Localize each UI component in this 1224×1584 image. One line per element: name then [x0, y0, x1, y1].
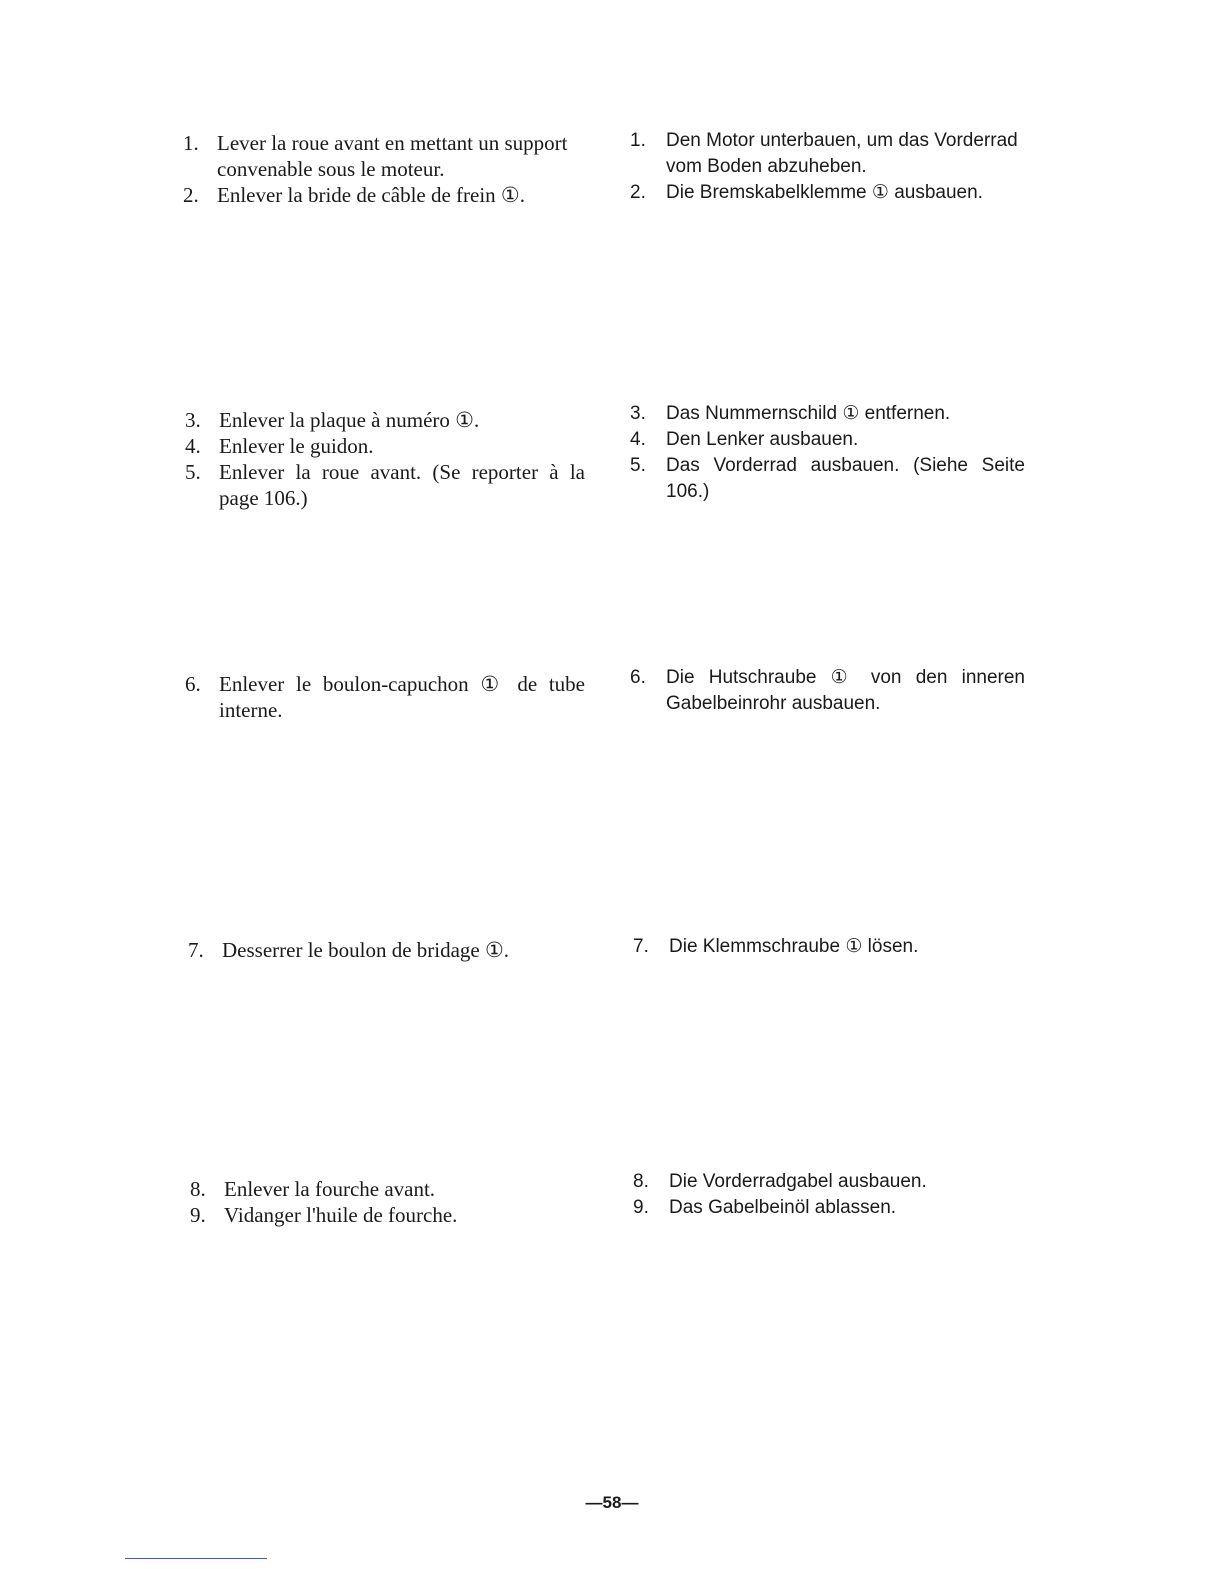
step-item [630, 453, 1025, 505]
step-text: Das Gabelbeinöl ablassen. [669, 1197, 897, 1218]
step-number: 8. [633, 1171, 649, 1192]
step-text: Die Hutschraube ① von den inneren Gabelbeinrohr ausbauen. [666, 667, 1025, 714]
step-number: 7. [188, 938, 204, 962]
page-number: —58— [585, 1493, 639, 1512]
step-number: 9. [190, 1203, 206, 1227]
step-number: 4. [630, 429, 646, 450]
step-item [190, 1202, 590, 1228]
step-text: Enlever la bride de câble de frein ①. [217, 183, 526, 207]
step-text: Enlever la roue avant. (Se reporter à la page 106.) [219, 460, 585, 510]
step-item [185, 407, 585, 433]
step-text: Lever la roue avant en mettant un support convenable sous le moteur. [217, 131, 568, 181]
step-text: Enlever la fourche avant. [224, 1177, 436, 1201]
step-number: 2. [183, 183, 199, 207]
step-item [190, 1176, 590, 1202]
step-number: 1. [630, 130, 646, 151]
step-item [183, 130, 583, 182]
step-number: 4. [185, 434, 201, 458]
step-text: Das Vorderrad ausbauen. (Siehe Seite 106.) [666, 455, 1025, 502]
section-1-german-steps [630, 128, 1025, 206]
section-2-french-steps [185, 407, 585, 511]
section-3-french-steps [185, 671, 585, 723]
step-number: 5. [630, 455, 646, 476]
step-text: Den Lenker ausbauen. [666, 429, 859, 450]
step-number: 6. [630, 667, 646, 688]
step-item [188, 937, 588, 963]
step-text: Die Vorderradgabel ausbauen. [669, 1171, 927, 1192]
step-item [633, 1195, 1028, 1221]
step-text: Enlever le guidon. [219, 434, 374, 458]
step-item [185, 433, 585, 459]
step-text: Die Bremskabelklemme ① ausbauen. [666, 182, 983, 203]
footer-rule [125, 1558, 267, 1559]
step-text: Die Klemmschraube ① lösen. [669, 936, 919, 957]
step-number: 9. [633, 1197, 649, 1218]
step-item [630, 401, 1025, 427]
step-item [633, 1169, 1028, 1195]
step-number: 3. [185, 408, 201, 432]
step-item [630, 180, 1025, 206]
step-text: Vidanger l'huile de fourche. [224, 1203, 458, 1227]
section-5-french-steps [190, 1176, 590, 1228]
section-2-german-steps [630, 401, 1025, 505]
step-text: Den Motor unterbauen, um das Vorderrad vom Boden abzuheben. [666, 130, 1018, 177]
step-text: Enlever la plaque à numéro ①. [219, 408, 480, 432]
step-text: Enlever le boulon-capuchon ① de tube interne. [219, 672, 585, 722]
step-number: 2. [630, 182, 646, 203]
section-4-german-steps [633, 934, 1028, 960]
section-4-french-steps [188, 937, 588, 963]
step-item [630, 128, 1025, 180]
step-item [183, 182, 583, 208]
step-text: Das Nummernschild ① entfernen. [666, 403, 951, 424]
step-item [630, 427, 1025, 453]
step-item [633, 934, 1028, 960]
step-number: 5. [185, 460, 201, 484]
step-item [185, 459, 585, 511]
section-5-german-steps [633, 1169, 1028, 1221]
step-item [185, 671, 585, 723]
step-number: 8. [190, 1177, 206, 1201]
step-number: 7. [633, 936, 649, 957]
step-item [630, 665, 1025, 717]
step-number: 6. [185, 672, 201, 696]
step-number: 1. [183, 131, 199, 155]
step-text: Desserrer le boulon de bridage ①. [222, 938, 510, 962]
step-number: 3. [630, 403, 646, 424]
section-3-german-steps [630, 665, 1025, 717]
section-1-french-steps [183, 130, 583, 208]
